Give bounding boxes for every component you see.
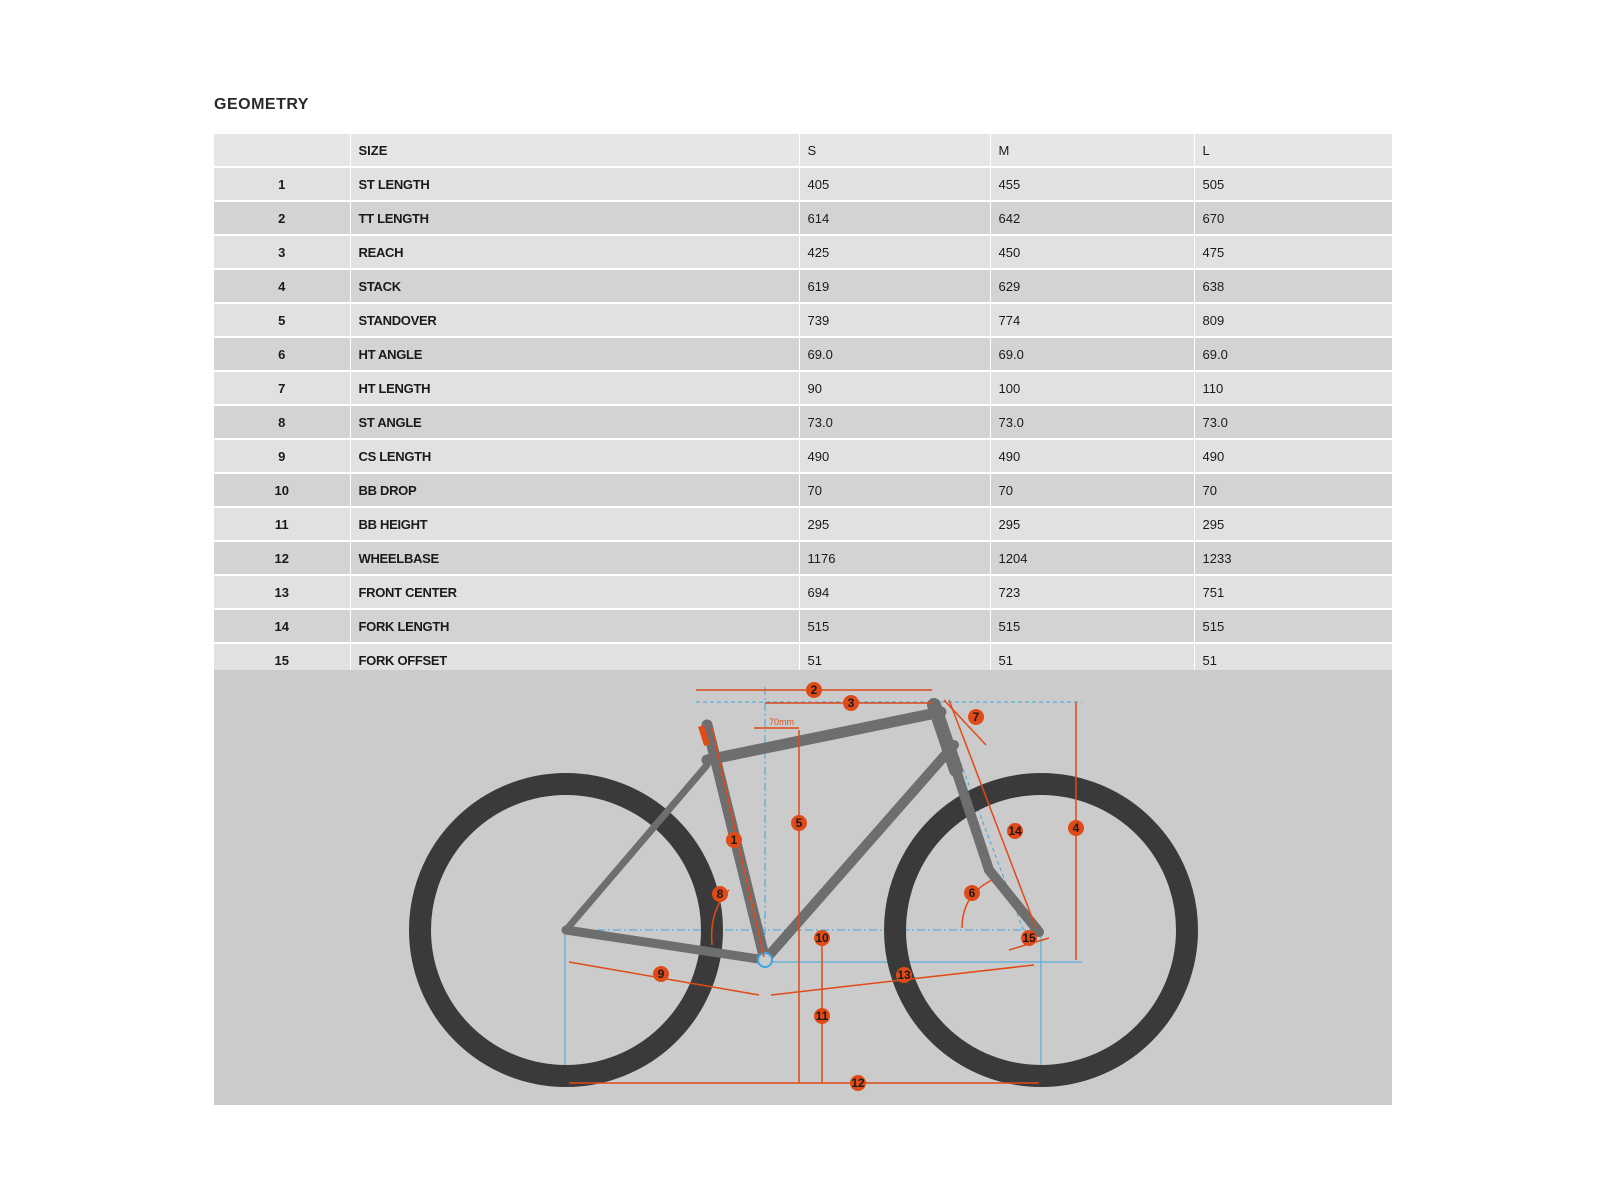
- value-s: 614: [799, 201, 990, 235]
- row-label: ST ANGLE: [350, 405, 799, 439]
- table-row: [214, 337, 1392, 371]
- row-number: 1: [214, 167, 350, 201]
- value-m: 515: [990, 609, 1194, 643]
- table-row: [214, 439, 1392, 473]
- value-s: 694: [799, 575, 990, 609]
- value-s: 295: [799, 507, 990, 541]
- value-l: 51: [1194, 643, 1392, 677]
- value-l: 295: [1194, 507, 1392, 541]
- row-number: 14: [214, 609, 350, 643]
- svg-text:2: 2: [810, 683, 818, 697]
- svg-text:13: 13: [897, 968, 911, 982]
- table-row: [214, 575, 1392, 609]
- value-l: 515: [1194, 609, 1392, 643]
- value-m: 450: [990, 235, 1194, 269]
- value-m: 70: [990, 473, 1194, 507]
- table-row: [214, 541, 1392, 575]
- bike-geometry-diagram: [214, 670, 1392, 1105]
- top-tube: [707, 712, 941, 760]
- row-number: 7: [214, 371, 350, 405]
- value-s: 73.0: [799, 405, 990, 439]
- row-number: 12: [214, 541, 350, 575]
- row-number: 2: [214, 201, 350, 235]
- badge-12: [850, 1075, 866, 1091]
- table-row: [214, 269, 1392, 303]
- value-l: 670: [1194, 201, 1392, 235]
- value-l: 73.0: [1194, 405, 1392, 439]
- value-l: 751: [1194, 575, 1392, 609]
- table-row: [214, 507, 1392, 541]
- value-s: 619: [799, 269, 990, 303]
- row-number: 4: [214, 269, 350, 303]
- value-s: 425: [799, 235, 990, 269]
- chain-stay: [566, 930, 765, 960]
- row-label: HT ANGLE: [350, 337, 799, 371]
- row-number: 6: [214, 337, 350, 371]
- row-label: FRONT CENTER: [350, 575, 799, 609]
- row-number: 13: [214, 575, 350, 609]
- value-s: 69.0: [799, 337, 990, 371]
- row-label: ST LENGTH: [350, 167, 799, 201]
- svg-text:7: 7: [972, 710, 980, 724]
- value-s: 405: [799, 167, 990, 201]
- row-label: CS LENGTH: [350, 439, 799, 473]
- badge-9: [653, 966, 669, 982]
- value-s: 1176: [799, 541, 990, 575]
- badge-6: [964, 885, 980, 901]
- row-label: BB HEIGHT: [350, 507, 799, 541]
- value-m: 1204: [990, 541, 1194, 575]
- row-label: TT LENGTH: [350, 201, 799, 235]
- value-m: 100: [990, 371, 1194, 405]
- row-number: 10: [214, 473, 350, 507]
- row-label: FORK OFFSET: [350, 643, 799, 677]
- header-m: M: [990, 134, 1194, 167]
- value-s: 515: [799, 609, 990, 643]
- row-label: REACH: [350, 235, 799, 269]
- row-label: STACK: [350, 269, 799, 303]
- row-label: BB DROP: [350, 473, 799, 507]
- badge-11: [814, 1008, 830, 1024]
- value-m: 295: [990, 507, 1194, 541]
- badge-8: [712, 886, 728, 902]
- badge-14: [1007, 823, 1023, 839]
- svg-text:9: 9: [657, 967, 665, 981]
- table-row: [214, 405, 1392, 439]
- svg-text:5: 5: [795, 816, 803, 830]
- header-num: [214, 134, 350, 167]
- value-l: 70: [1194, 473, 1392, 507]
- badge-4: [1068, 820, 1084, 836]
- row-label: HT LENGTH: [350, 371, 799, 405]
- svg-text:11: 11: [815, 1009, 829, 1023]
- table-row: [214, 235, 1392, 269]
- value-l: 69.0: [1194, 337, 1392, 371]
- header-s: S: [799, 134, 990, 167]
- value-s: 739: [799, 303, 990, 337]
- svg-text:15: 15: [1022, 931, 1036, 945]
- svg-text:8: 8: [716, 887, 724, 901]
- value-m: 774: [990, 303, 1194, 337]
- value-m: 51: [990, 643, 1194, 677]
- bottom-bracket: [758, 953, 772, 967]
- badge-13: [896, 967, 912, 983]
- badge-15: [1021, 930, 1037, 946]
- value-m: 69.0: [990, 337, 1194, 371]
- value-s: 51: [799, 643, 990, 677]
- value-l: 490: [1194, 439, 1392, 473]
- table-row: [214, 201, 1392, 235]
- value-m: 455: [990, 167, 1194, 201]
- row-number: 8: [214, 405, 350, 439]
- table-row: [214, 167, 1392, 201]
- header-l: L: [1194, 134, 1392, 167]
- row-label: STANDOVER: [350, 303, 799, 337]
- page-title: GEOMETRY: [214, 96, 309, 113]
- table-row: [214, 303, 1392, 337]
- value-m: 723: [990, 575, 1194, 609]
- row-label: WHEELBASE: [350, 541, 799, 575]
- geometry-table: [214, 134, 1393, 678]
- svg-text:6: 6: [968, 886, 976, 900]
- value-l: 110: [1194, 371, 1392, 405]
- svg-text:12: 12: [851, 1076, 865, 1090]
- svg-text:1: 1: [730, 833, 738, 847]
- value-m: 73.0: [990, 405, 1194, 439]
- row-number: 15: [214, 643, 350, 677]
- row-label: FORK LENGTH: [350, 609, 799, 643]
- badge-2: [806, 682, 822, 698]
- badge-7: [968, 709, 984, 725]
- badge-5: [791, 815, 807, 831]
- table-header-row: [214, 134, 1392, 167]
- value-s: 490: [799, 439, 990, 473]
- dimension-badges: [653, 682, 1084, 1091]
- value-l: 638: [1194, 269, 1392, 303]
- badge-3: [843, 695, 859, 711]
- bike-frame: [566, 705, 1039, 960]
- value-l: 809: [1194, 303, 1392, 337]
- svg-text:3: 3: [847, 696, 855, 710]
- badge-10: [814, 930, 830, 946]
- row-number: 11: [214, 507, 350, 541]
- value-s: 70: [799, 473, 990, 507]
- value-l: 1233: [1194, 541, 1392, 575]
- row-number: 5: [214, 303, 350, 337]
- bike-diagram-svg: [214, 670, 1392, 1105]
- note-70mm: 70mm: [769, 717, 795, 727]
- value-m: 490: [990, 439, 1194, 473]
- svg-text:10: 10: [815, 931, 829, 945]
- table-row: [214, 609, 1392, 643]
- table-row: [214, 473, 1392, 507]
- header-size: SIZE: [350, 134, 799, 167]
- row-number: 9: [214, 439, 350, 473]
- table-row: [214, 371, 1392, 405]
- svg-text:4: 4: [1072, 821, 1080, 835]
- badge-1: [726, 832, 742, 848]
- row-number: 3: [214, 235, 350, 269]
- value-m: 642: [990, 201, 1194, 235]
- value-m: 629: [990, 269, 1194, 303]
- value-l: 475: [1194, 235, 1392, 269]
- value-l: 505: [1194, 167, 1392, 201]
- value-s: 90: [799, 371, 990, 405]
- svg-text:14: 14: [1008, 824, 1022, 838]
